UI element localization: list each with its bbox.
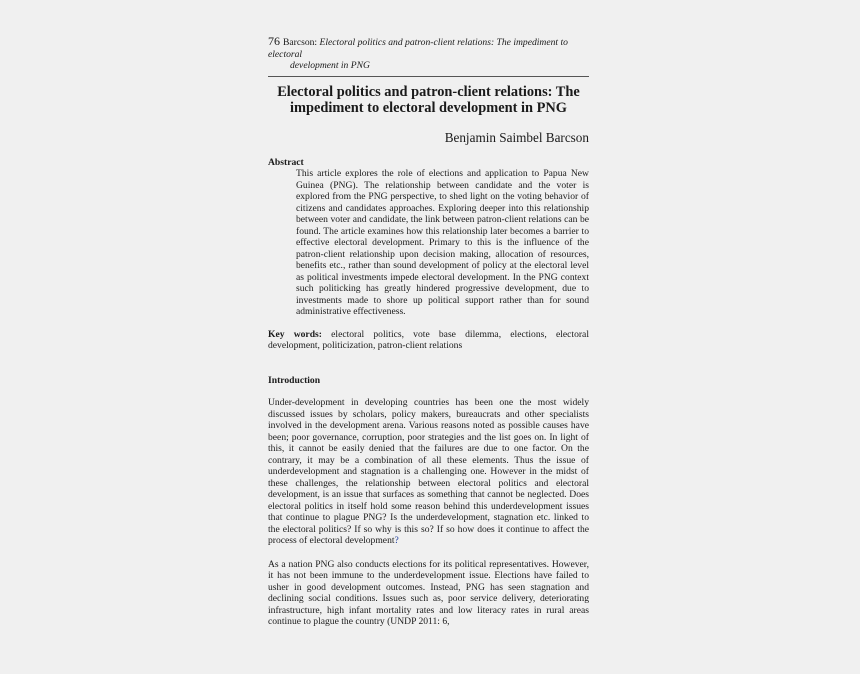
page-number: 76 xyxy=(268,34,280,48)
header-rule xyxy=(268,76,589,77)
introduction-paragraph-2: As a nation PNG also conducts elections for its political representatives. However, it has not been immune to the underdevelopment issue. Elections have failed to usher in good development outcomes. Instead, PNG has seen stagnation and declining social conditions. Issues such as, poor service delivery, deteriorating infrastructure, high infant mortality rates and low literacy rates in rural areas continue to plague the country (UNDP 2011: 6, xyxy=(268,558,589,627)
article-author: Benjamin Saimbel Barcson xyxy=(444,129,589,145)
paper-page xyxy=(268,36,589,628)
introduction-heading: Introduction xyxy=(268,374,321,386)
keywords-text: electoral politics, vote base dilemma, elections, electoral development, politicization, patron-client relations xyxy=(268,328,589,351)
abstract-body xyxy=(296,168,589,318)
running-head xyxy=(268,36,589,72)
article-title: Electoral politics and patron-client relations: The impediment to electoral development in PNG xyxy=(277,83,580,116)
running-head-line1 xyxy=(268,36,589,60)
abstract-text: This article explores the role of elections and application to Papua New Guinea (PNG). The relationship between candidate and the voter is explored from the PNG perspective, to shed light on the voting behavior of citizens and candidates approaches. Exploring deeper into this relationship between voter and candidate, the link between patron-client relations can be found. The article examines how this relationship later becomes a barrier to effective electoral development. Primary to this is the influence of the patron-client relationship upon decision making, allocation of resources, benefits etc., rather than sound development of policy at the electoral level as political investments impede electoral development. In the PNG context such politicking has greatly hindered progressive development, due to investments made to shore up political support rather than for sound administrative effectiveness. xyxy=(296,168,589,317)
abstract-heading: Abstract xyxy=(268,156,304,168)
paragraph-1-text: Under-development in developing countries has been one the most widely discussed issues by scholars, policy makers, bureaucrats and other specialists involved in the development arena. Various reasons noted as possible causes have been; poor governance, corruption, poor strategies and the list goes on. In light of this, it cannot be easily denied that the failures are due to one factor. On the contrary, it may be a combination of all these elements. Thus the issue of underdevelopment and stagnation is a challenging one. However in the midst of these challenges, the relationship between electoral politics and electoral development, is an issue that surfaces as something that cannot be neglected. Does electoral politics in itself hold some reason behind this underdevelopment issues that continue to plague PNG? Is the underdevelopment, stagnation etc. linked to the electoral politics? If so why is this so? If so how does it continue to affect the process of electoral development xyxy=(268,397,589,546)
paragraph-1-end-mark: ? xyxy=(394,535,399,546)
running-head-title: Electoral politics and patron-client relations: The impediment to electoral xyxy=(268,37,568,60)
keywords xyxy=(268,329,589,352)
keywords-label: Key words: xyxy=(268,328,322,340)
introduction-paragraph-1 xyxy=(268,397,589,547)
running-head-author: Barcson: xyxy=(283,37,318,48)
running-head-title-continued: development in PNG xyxy=(290,60,370,71)
